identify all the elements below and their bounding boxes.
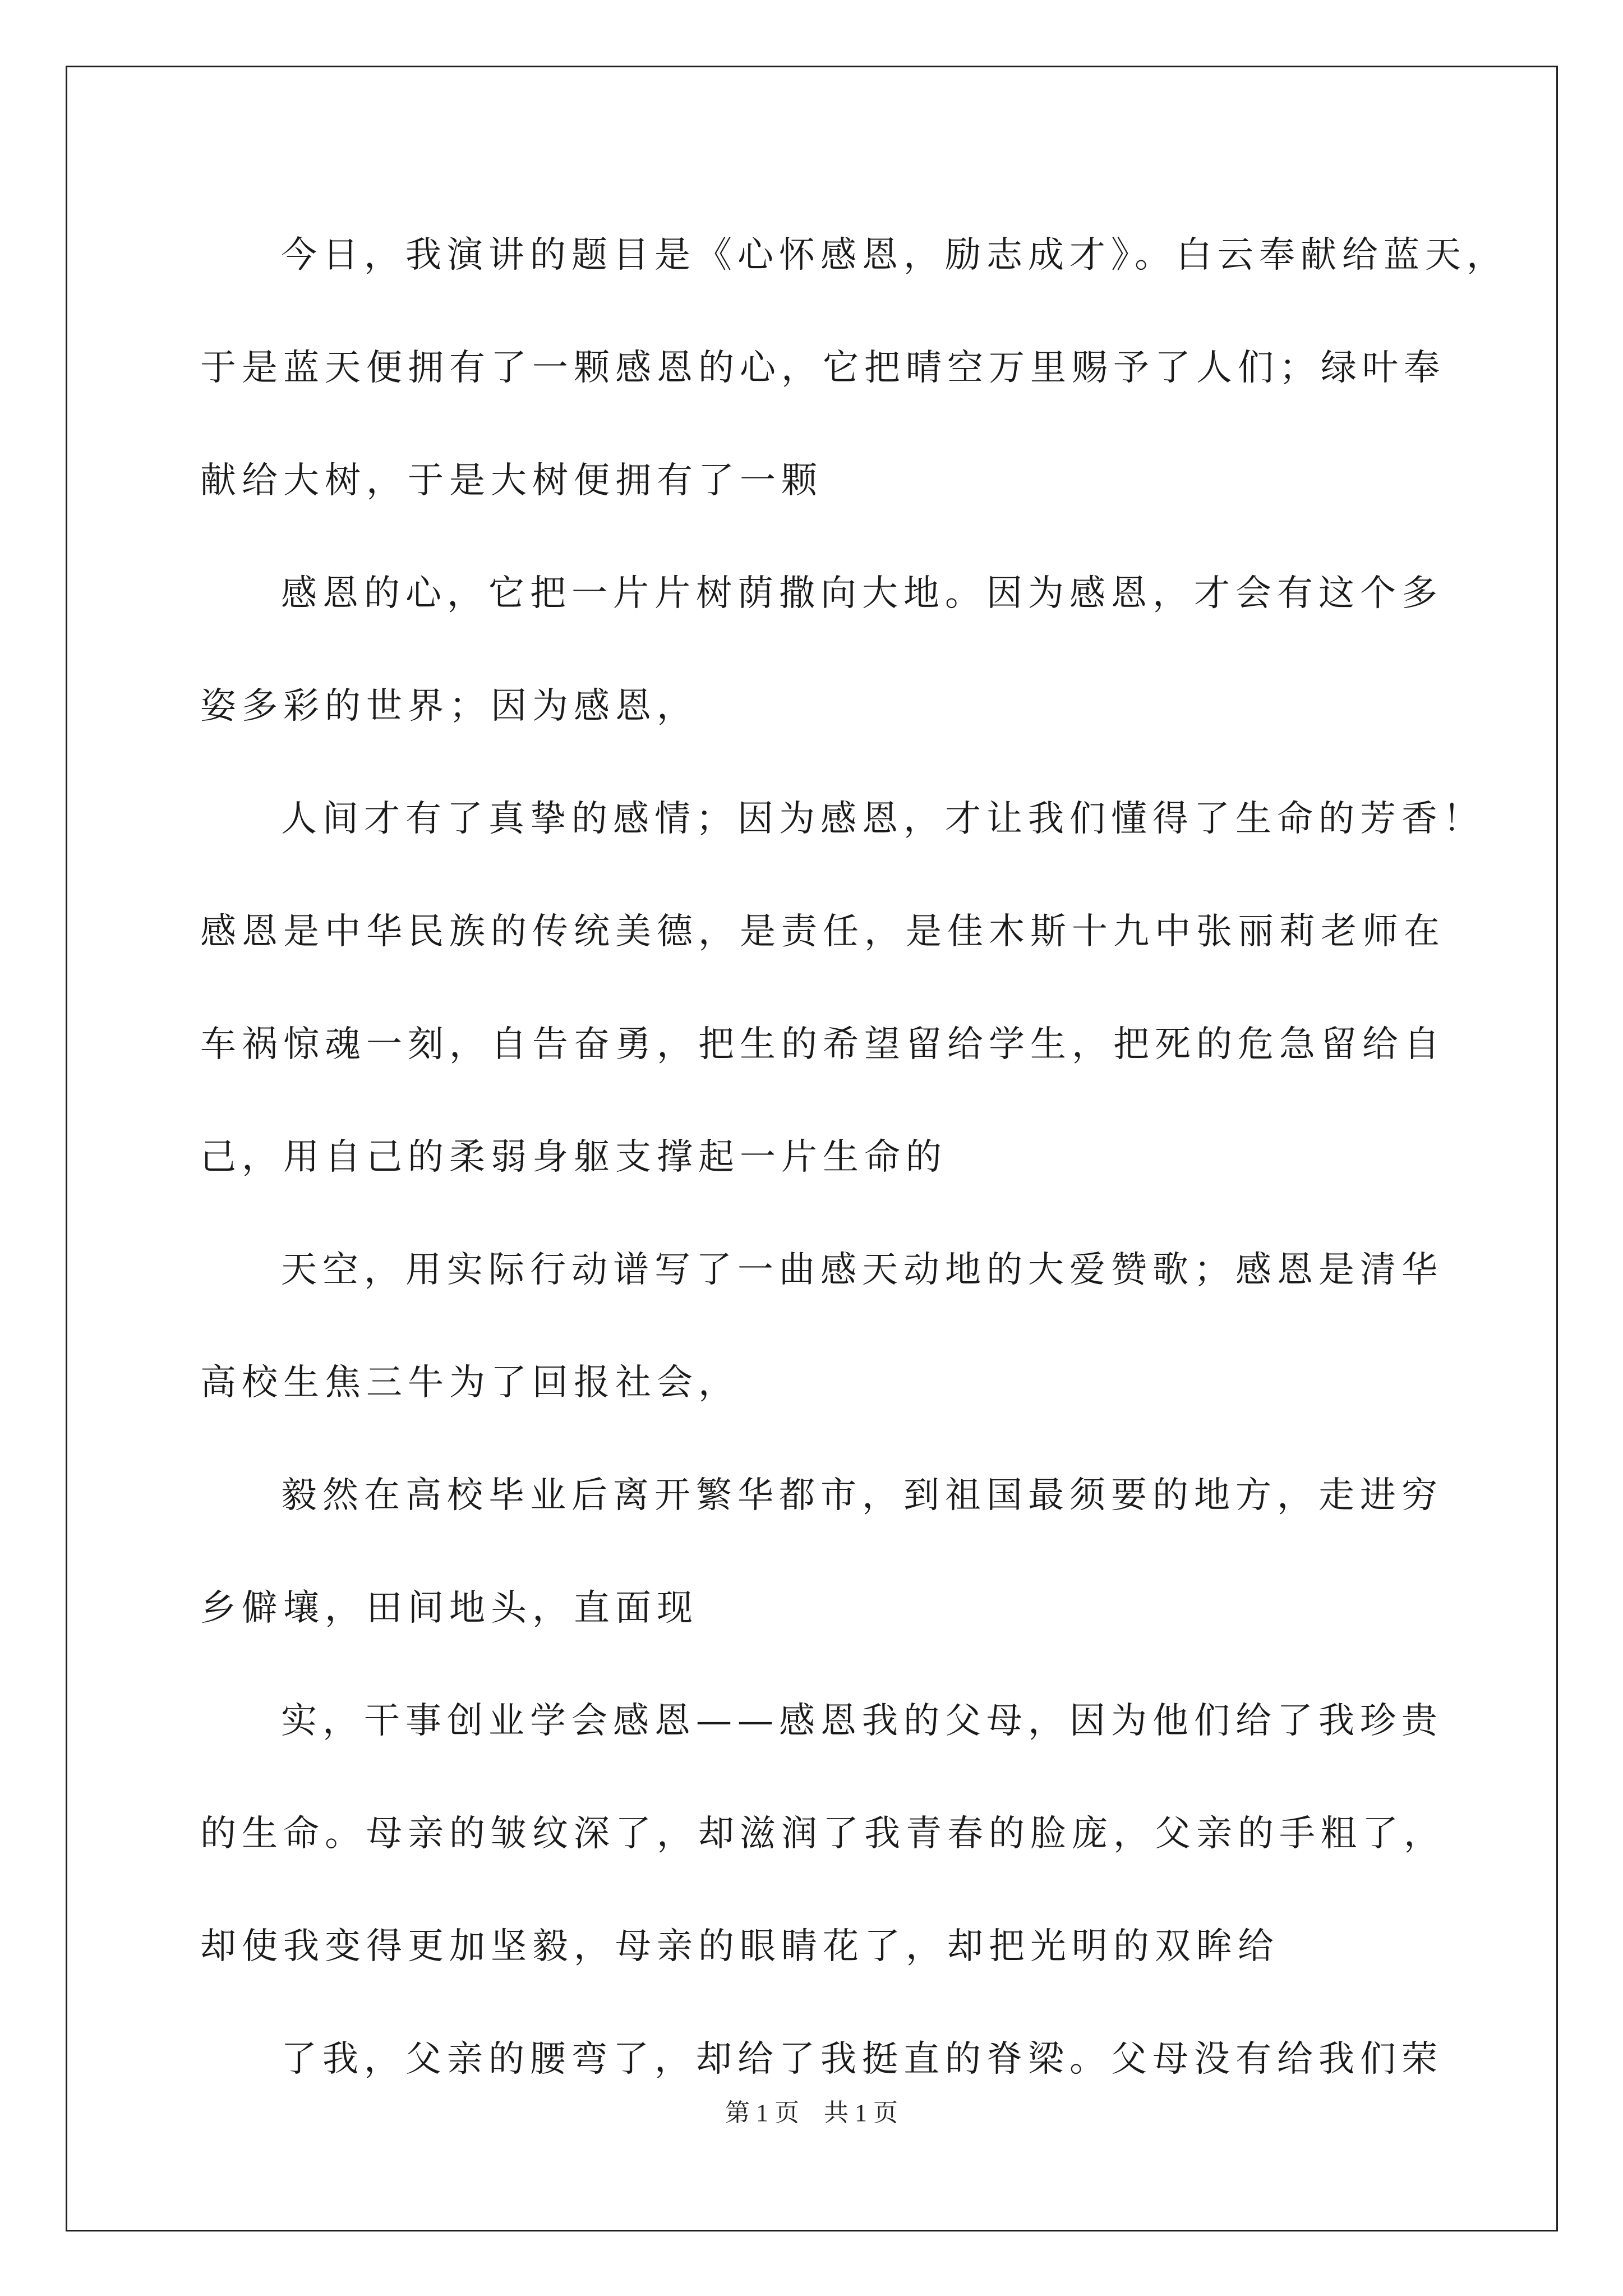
text-line: 姿多彩的世界；因为感恩，	[200, 685, 698, 727]
text-line: 今日，我演讲的题目是《心怀感恩，励志成才》。白云奉献给蓝天，	[281, 234, 1508, 276]
text-line: 的生命。母亲的皱纹深了，却滋润了我青春的脸庞，父亲的手粗了，	[200, 1813, 1445, 1855]
text-line: 天空，用实际行动谱写了一曲感天动地的大爱赞歌；感恩是清华	[281, 1249, 1443, 1291]
text-line: 实，干事创业学会感恩——感恩我的父母，因为他们给了我珍贵	[281, 1700, 1443, 1742]
page-number-footer: 第 1 页 共 1 页	[725, 2099, 898, 2127]
document-body	[200, 199, 1508, 2116]
text-line: 献给大树，于是大树便拥有了一颗	[200, 460, 823, 501]
text-line: 感恩的心，它把一片片树荫撒向大地。因为感恩，才会有这个多	[281, 573, 1443, 614]
text-line: 人间才有了真挚的感情；因为感恩，才让我们懂得了生命的芳香！	[281, 798, 1484, 840]
text-line: 高校生焦三牛为了回报社会，	[200, 1362, 740, 1404]
text-line: 却使我变得更加坚毅，母亲的眼睛花了，却把光明的双眸给	[200, 1926, 1279, 1967]
text-line: 感恩是中华民族的传统美德，是责任，是佳木斯十九中张丽莉老师在	[200, 911, 1445, 953]
text-line: 车祸惊魂一刻，自告奋勇，把生的希望留给学生，把死的危急留给自	[200, 1024, 1445, 1065]
text-line: 毅然在高校毕业后离开繁华都市，到祖国最须要的地方，走进穷	[281, 1475, 1443, 1516]
text-line: 乡僻壤，田间地头，直面现	[200, 1588, 698, 1629]
text-line: 于是蓝天便拥有了一颗感恩的心，它把晴空万里赐予了人们；绿叶奉	[200, 347, 1445, 389]
text-line: 了我，父亲的腰弯了，却给了我挺直的脊梁。父母没有给我们荣	[281, 2039, 1443, 2080]
text-line: 己，用自己的柔弱身躯支撑起一片生命的	[200, 1137, 947, 1178]
